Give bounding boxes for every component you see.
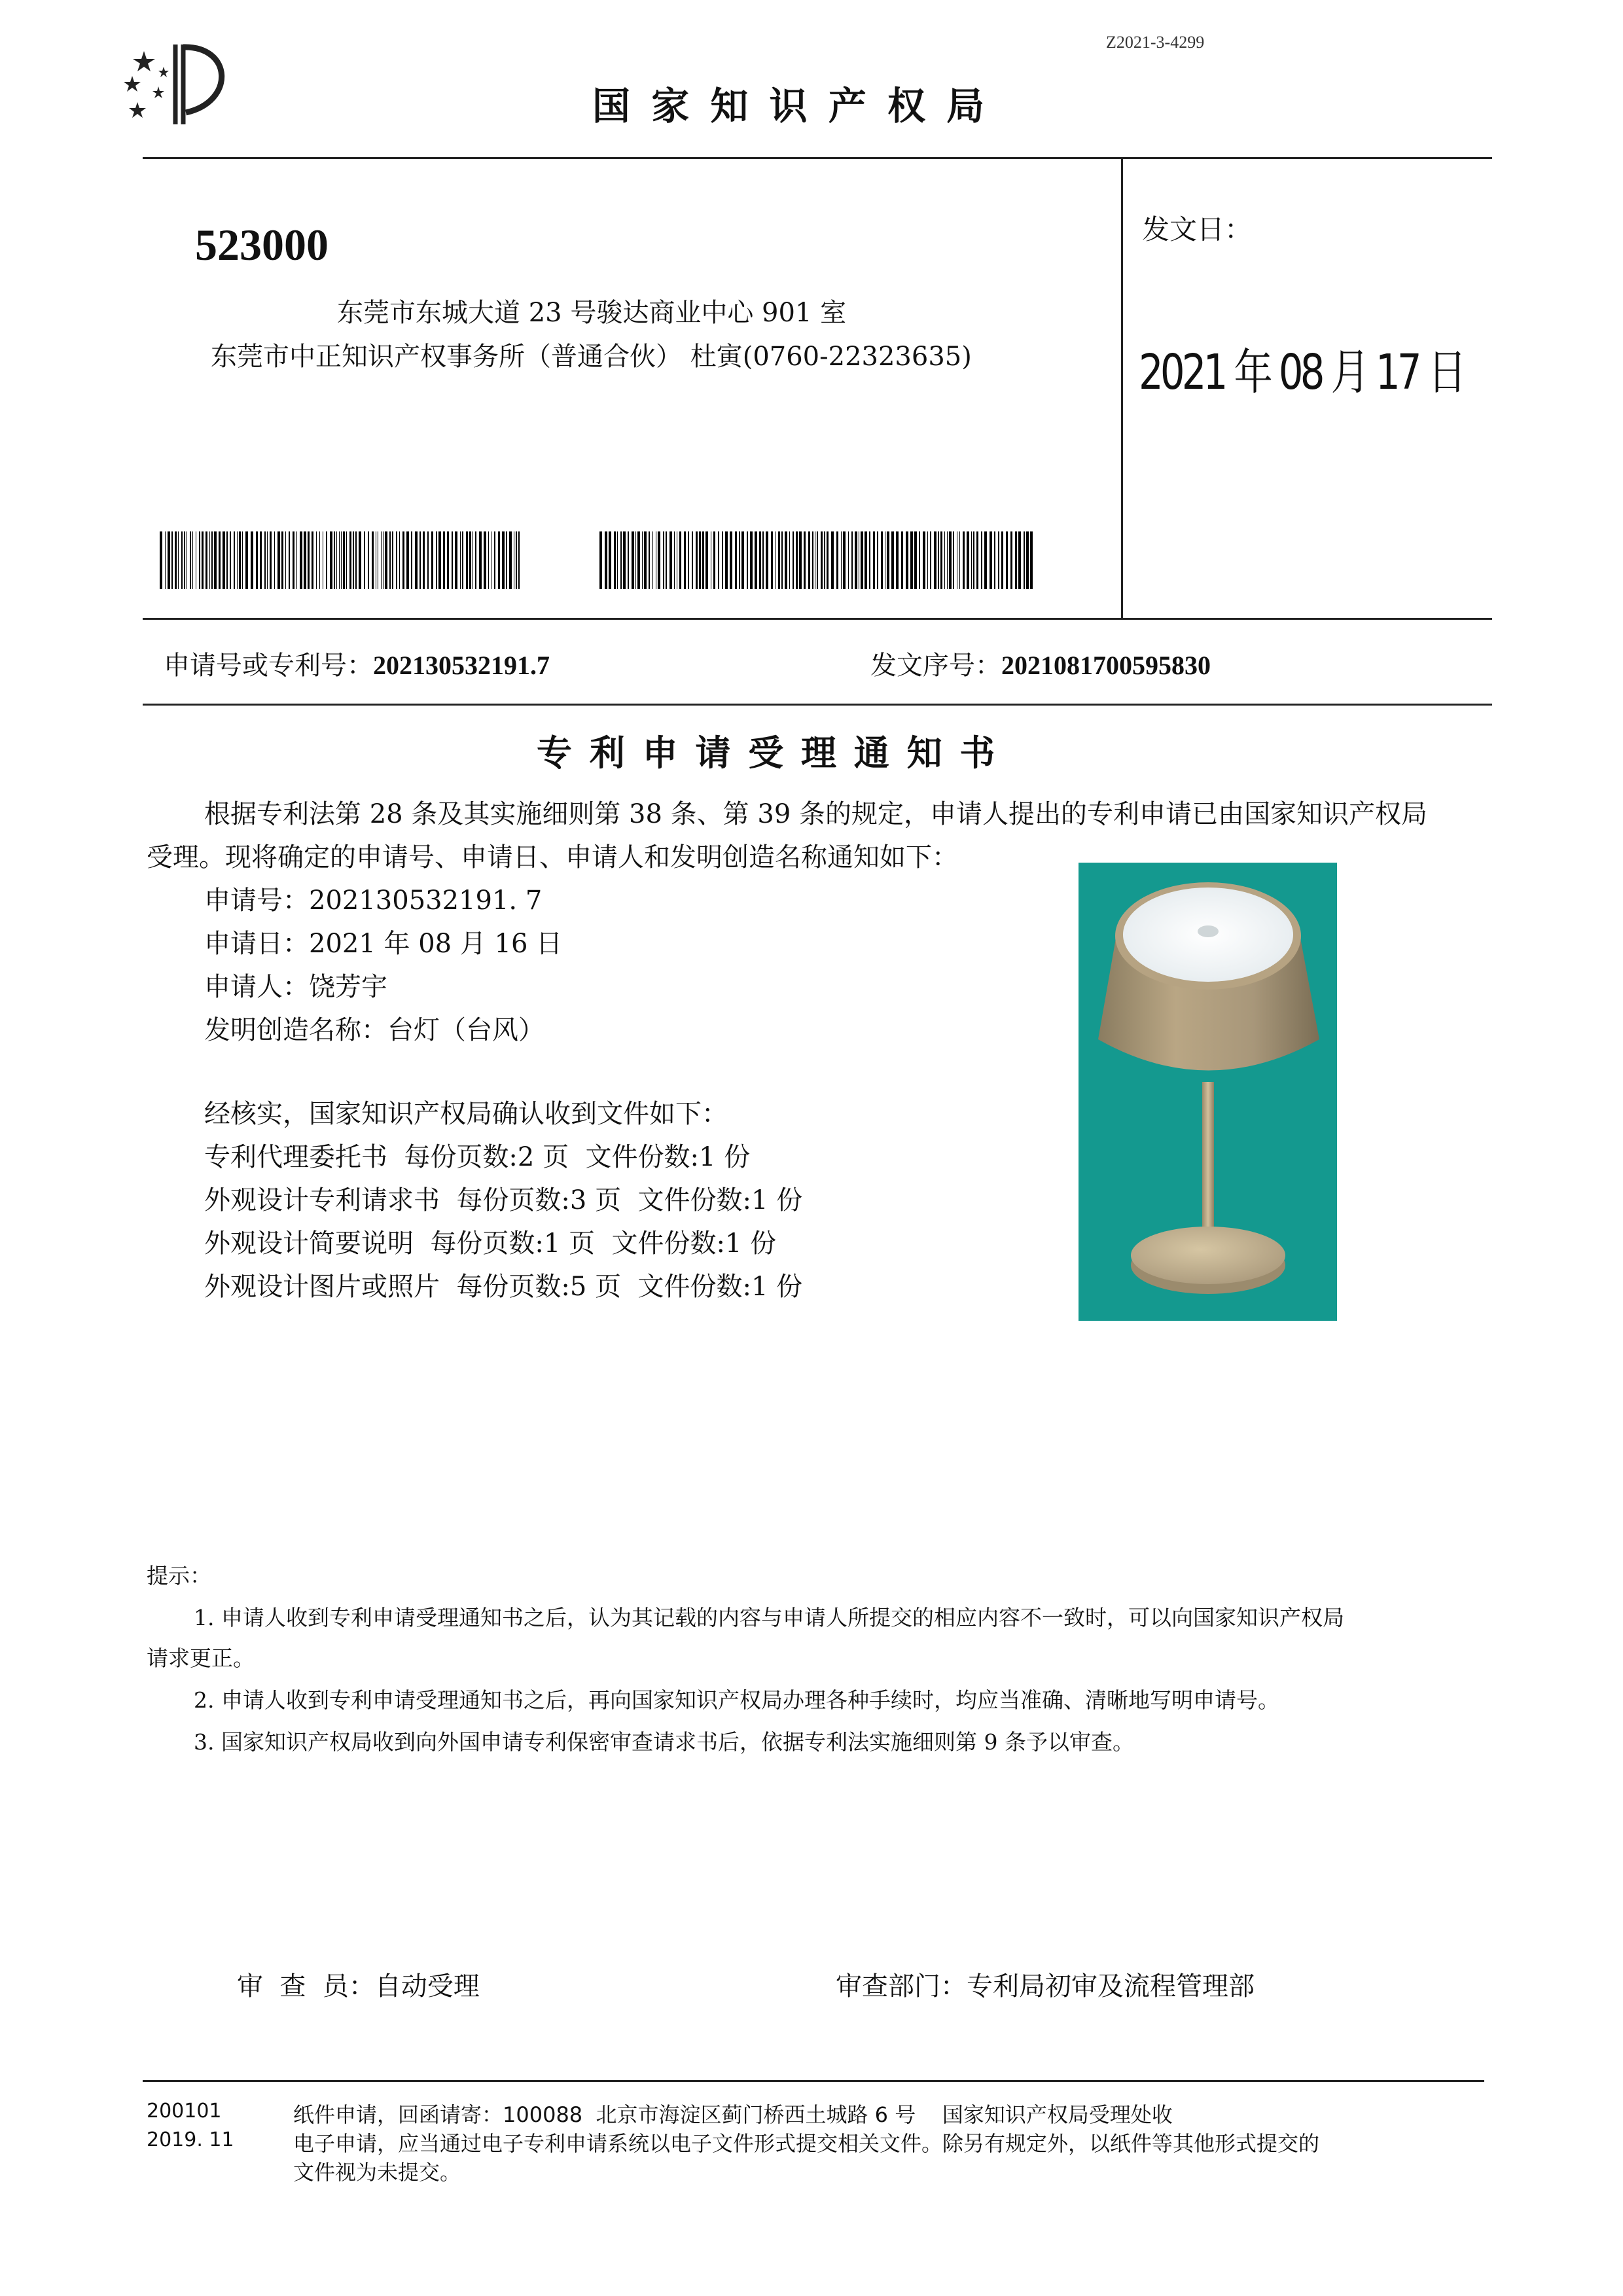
barcode-bar xyxy=(679,531,681,589)
barcode-left xyxy=(160,531,523,589)
postcode: 523000 xyxy=(195,220,329,270)
barcode-bar xyxy=(285,531,286,589)
barcode-bar xyxy=(644,531,647,589)
barcode-bar xyxy=(494,531,495,589)
file-item: 外观设计专利请求书 每份页数:3 页 文件份数:1 份 xyxy=(204,1185,803,1215)
barcode-bar xyxy=(821,531,823,589)
barcode-bar xyxy=(669,531,672,589)
barcode-bar xyxy=(741,531,744,589)
barcode-bar xyxy=(462,531,463,589)
barcode-bar xyxy=(190,531,191,589)
barcode-bar xyxy=(927,531,928,589)
barcode-bar xyxy=(609,531,611,589)
barcode-bar xyxy=(1001,531,1003,589)
numbers-rule xyxy=(143,704,1492,706)
barcode-bar xyxy=(994,531,995,589)
barcode-bar xyxy=(277,531,280,589)
address-rule xyxy=(143,618,1492,620)
barcode-bar xyxy=(355,531,357,589)
barcode-bar xyxy=(364,531,365,589)
barcode-bar xyxy=(300,531,302,589)
barcode-bar xyxy=(484,531,486,589)
barcode-bar xyxy=(910,531,913,589)
barcode-bar xyxy=(178,531,179,589)
barcode-right xyxy=(599,531,1035,589)
barcode-bar xyxy=(423,531,425,589)
barcode-bar xyxy=(599,531,602,589)
footer-line-3: 文件视为未提交。 xyxy=(293,2160,461,2185)
application-date-line: 申请日：2021 年 08 月 16 日 xyxy=(204,929,563,959)
barcode-bar xyxy=(781,531,783,589)
barcode-bar xyxy=(1018,531,1021,589)
barcode-bar xyxy=(861,531,863,589)
barcode-bar xyxy=(705,531,708,589)
application-number: 202130532191.7 xyxy=(373,651,550,680)
barcode-bar xyxy=(848,531,849,589)
barcode-bar xyxy=(771,531,773,589)
barcode-bar xyxy=(165,531,166,589)
barcode-bar xyxy=(399,531,400,589)
barcode-bar xyxy=(242,531,243,589)
design-title-line: 发明创造名称：台灯（台风） xyxy=(204,1015,544,1045)
cnipa-logo xyxy=(118,39,242,131)
barcode-bar xyxy=(452,531,453,589)
confirmation-line: 经核实，国家知识产权局确认收到文件如下： xyxy=(204,1099,728,1129)
barcode-bar xyxy=(319,531,320,589)
barcode-bar xyxy=(214,531,217,589)
barcode-bar xyxy=(160,531,162,589)
barcode-bar xyxy=(747,531,748,589)
barcode-bar xyxy=(419,531,421,589)
barcode-bar xyxy=(168,531,170,589)
barcode-bar xyxy=(341,531,342,589)
tip-3: 3. 国家知识产权局收到向外国申请专利保密审查请求书后，依据专利法实施细则第 9 条予以审查。 xyxy=(194,1729,1134,1755)
barcode-bar xyxy=(702,531,704,589)
barcode-bar xyxy=(516,531,517,589)
barcode-bar xyxy=(199,531,200,589)
file-item: 专利代理委托书 每份页数:2 页 文件份数:1 份 xyxy=(204,1142,751,1172)
barcode-bar xyxy=(1006,531,1008,589)
barcode-bar xyxy=(628,531,629,589)
barcode-bar xyxy=(881,531,883,589)
form-code: 200101 xyxy=(147,2100,222,2123)
barcode-bar xyxy=(1010,531,1012,589)
barcode-bar xyxy=(226,531,228,589)
barcode-bar xyxy=(339,531,340,589)
document-code: Z2021-3-4299 xyxy=(1106,33,1205,52)
barcode-bar xyxy=(739,531,740,589)
barcode-bar xyxy=(518,531,520,589)
barcode-bar xyxy=(181,531,183,589)
footer-rule xyxy=(143,2080,1484,2082)
barcode-bar xyxy=(990,531,992,589)
barcode-bar xyxy=(730,531,732,589)
application-number-row xyxy=(164,645,550,682)
barcode-bar xyxy=(438,531,441,589)
barcode-bar xyxy=(766,531,768,589)
barcode-bar xyxy=(953,531,954,589)
barcode-bar xyxy=(239,531,241,589)
barcode-bar xyxy=(998,531,999,589)
form-version: 2019. 11 xyxy=(147,2128,234,2151)
barcode-bar xyxy=(349,531,351,589)
barcode-bar xyxy=(455,531,457,589)
barcode-bar xyxy=(447,531,449,589)
tips-heading: 提示： xyxy=(147,1563,211,1588)
barcode-bar xyxy=(466,531,468,589)
barcode-bar xyxy=(658,531,660,589)
barcode-bar xyxy=(896,531,899,589)
barcode-bar xyxy=(1015,531,1017,589)
barcode-bar xyxy=(381,531,382,589)
barcode-bar xyxy=(1024,531,1025,589)
barcode-bar xyxy=(919,531,920,589)
barcode-bar xyxy=(817,531,819,589)
barcode-bar xyxy=(281,531,283,589)
barcode-bar xyxy=(914,531,917,589)
barcode-bar xyxy=(406,531,409,589)
barcode-bar xyxy=(789,531,790,589)
barcode-bar xyxy=(750,531,753,589)
barcode-bar xyxy=(984,531,987,589)
barcode-bar xyxy=(469,531,471,589)
barcode-bar xyxy=(402,531,404,589)
barcode-bar xyxy=(674,531,675,589)
barcode-bar xyxy=(396,531,397,589)
barcode-bar xyxy=(219,531,221,589)
barcode-bar xyxy=(308,531,310,589)
barcode-bar xyxy=(713,531,715,589)
barcode-bar xyxy=(831,531,834,589)
barcode-bar xyxy=(427,531,429,589)
barcode-bar xyxy=(385,531,387,589)
barcode-bar xyxy=(692,531,693,589)
barcode-bar xyxy=(827,531,829,589)
footer-line-1: 纸件申请，回函请寄：100088 北京市海淀区蓟门桥西土城路 6 号 国家知识产权局受理处收 xyxy=(293,2102,1173,2127)
barcode-bar xyxy=(877,531,878,589)
barcode-bar xyxy=(443,531,445,589)
barcode-bar xyxy=(718,531,719,589)
barcode-bar xyxy=(415,531,418,589)
intro-line-2: 受理。现将确定的申请号、申请日、申请人和发明创造名称通知如下： xyxy=(147,842,958,872)
application-number-label: 申请号或专利号： xyxy=(164,651,373,681)
barcode-bar xyxy=(237,531,238,589)
barcode-bar xyxy=(479,531,482,589)
date-column-divider xyxy=(1121,157,1123,619)
barcode-bar xyxy=(605,531,607,589)
barcode-bar xyxy=(934,531,936,589)
barcode-bar xyxy=(353,531,354,589)
barcode-bar xyxy=(270,531,272,589)
barcode-bar xyxy=(1026,531,1029,589)
barcode-bar xyxy=(506,531,507,589)
barcode-bar xyxy=(502,531,505,589)
examination-department: 审查部门：专利局初审及流程管理部 xyxy=(836,1971,1255,2001)
serial-number-row xyxy=(870,645,1211,682)
office-name: 国 家 知 识 产 权 局 xyxy=(592,84,989,128)
barcode-bar xyxy=(230,531,231,589)
agency-line: 东莞市中正知识产权事务所（普通合伙） 杜寅(0760-22323635) xyxy=(211,342,972,372)
barcode-bar xyxy=(346,531,347,589)
barcode-bar xyxy=(635,531,636,589)
barcode-bar xyxy=(699,531,701,589)
serial-number-label: 发文序号： xyxy=(870,651,1001,681)
barcode-bar xyxy=(775,531,776,589)
intro-line-1: 根据专利法第 28 条及其实施细则第 38 条、第 39 条的规定，申请人提出的专利申请已由国家知识产权局 xyxy=(204,799,1427,829)
barcode-bar xyxy=(411,531,412,589)
barcode-bar xyxy=(649,531,650,589)
barcode-bar xyxy=(762,531,764,589)
barcode-bar xyxy=(175,531,177,589)
barcode-bar xyxy=(652,531,653,589)
barcode-bar xyxy=(475,531,476,589)
barcode-bar xyxy=(343,531,345,589)
barcode-bar xyxy=(316,531,317,589)
serial-number: 2021081700595830 xyxy=(1001,651,1211,680)
barcode-bar xyxy=(722,531,723,589)
applicant-line: 申请人：饶芳宇 xyxy=(204,972,387,1002)
barcode-bar xyxy=(498,531,500,589)
barcode-bar xyxy=(666,531,667,589)
barcode-bar xyxy=(688,531,689,589)
barcode-bar xyxy=(684,531,686,589)
barcode-bar xyxy=(623,531,626,589)
barcode-bar xyxy=(267,531,268,589)
barcode-bar xyxy=(184,531,185,589)
barcode-bar xyxy=(976,531,978,589)
barcode-bar xyxy=(778,531,780,589)
barcode-bar xyxy=(944,531,945,589)
barcode-bar xyxy=(202,531,204,589)
file-item: 外观设计图片或照片 每份页数:5 页 文件份数:1 份 xyxy=(204,1272,803,1302)
barcode-bar xyxy=(663,531,664,589)
design-photo xyxy=(1079,863,1337,1321)
barcode-bar xyxy=(949,531,952,589)
barcode-bar xyxy=(796,531,798,589)
tip-2: 2. 申请人收到专利申请受理通知书之后，再向国家知识产权局办理各种手续时，均应当准确、清晰地写明申请号。 xyxy=(194,1687,1279,1713)
barcode-bar xyxy=(873,531,875,589)
barcode-bar xyxy=(812,531,813,589)
barcode-bar xyxy=(637,531,640,589)
barcode-bar xyxy=(234,531,235,589)
table-lamp-image xyxy=(1079,863,1337,1321)
notice-title: 专 利 申 请 受 理 通 知 书 xyxy=(537,732,998,774)
barcode-bar xyxy=(940,531,942,589)
barcode-bar xyxy=(334,531,335,589)
barcode-bar xyxy=(804,531,806,589)
barcode-bar xyxy=(785,531,787,589)
barcode-bar xyxy=(869,531,870,589)
barcode-bar xyxy=(963,531,965,589)
issue-date-label: 发文日： xyxy=(1142,213,1253,245)
barcode-bar xyxy=(336,531,337,589)
footer-line-2: 电子申请，应当通过电子专利申请系统以电子文件形式提交相关文件。除另有规定外，以纸件等其他形式提交的 xyxy=(293,2131,1320,2156)
barcode-bar xyxy=(359,531,361,589)
barcode-bar xyxy=(906,531,908,589)
barcode-bar xyxy=(264,531,266,589)
barcode-bar xyxy=(973,531,974,589)
barcode-bar xyxy=(632,531,634,589)
barcode-bar xyxy=(431,531,433,589)
barcode-bar xyxy=(891,531,894,589)
barcode-bar xyxy=(256,531,258,589)
barcode-bar xyxy=(981,531,982,589)
barcode-bar xyxy=(389,531,391,589)
barcode-bar xyxy=(843,531,846,589)
barcode-bar xyxy=(887,531,889,589)
barcode-bar xyxy=(296,531,297,589)
barcode-bar xyxy=(293,531,294,589)
barcode-bar xyxy=(223,531,225,589)
barcode-bar xyxy=(735,531,737,589)
barcode-bar xyxy=(865,531,867,589)
examiner: 审 查 员：自动受理 xyxy=(237,1971,480,2001)
header-rule xyxy=(143,157,1492,159)
barcode-bar xyxy=(312,531,313,589)
barcode-bar xyxy=(725,531,728,589)
barcode-bar xyxy=(947,531,948,589)
application-number-line: 申请号：202130532191. 7 xyxy=(204,886,543,916)
barcode-bar xyxy=(959,531,960,589)
barcode-bar xyxy=(368,531,369,589)
barcode-bar xyxy=(755,531,757,589)
barcode-bar xyxy=(930,531,931,589)
barcode-bar xyxy=(799,531,802,589)
barcode-bar xyxy=(245,531,248,589)
barcode-bar xyxy=(620,531,622,589)
address-line: 东莞市东城大道 23 号骏达商业中心 901 室 xyxy=(337,298,847,328)
barcode-bar xyxy=(617,531,618,589)
barcode-bar xyxy=(211,531,213,589)
issue-date: 2021 年 08 月 17 日 xyxy=(1139,344,1464,401)
tip-1-line-1: 1. 申请人收到专利申请受理通知书之后，认为其记载的内容与申请人所提交的相应内容不一致时，可以向国家知识产权局 xyxy=(194,1605,1344,1630)
barcode-bar xyxy=(209,531,210,589)
barcode-bar xyxy=(1030,531,1033,589)
file-item: 外观设计简要说明 每份页数:1 页 文件份数:1 份 xyxy=(204,1229,777,1259)
barcode-bar xyxy=(304,531,306,589)
barcode-bar xyxy=(855,531,857,589)
barcode-bar xyxy=(326,531,327,589)
barcode-bar xyxy=(614,531,616,589)
barcode-bar xyxy=(392,531,393,589)
barcode-bar xyxy=(260,531,262,589)
barcode-bar xyxy=(851,531,853,589)
barcode-bar xyxy=(793,531,794,589)
tip-1-line-2: 请求更正。 xyxy=(147,1645,255,1671)
barcode-bar xyxy=(841,531,842,589)
star-emblem-icon xyxy=(118,39,242,131)
barcode-bar xyxy=(274,531,275,589)
barcode-bar xyxy=(192,531,193,589)
barcode-bar xyxy=(938,531,939,589)
barcode-bar xyxy=(205,531,207,589)
barcode-bar xyxy=(696,531,698,589)
barcode-bar xyxy=(436,531,437,589)
barcode-bar xyxy=(642,531,643,589)
barcode-bar xyxy=(289,531,290,589)
barcode-bar xyxy=(923,531,925,589)
barcode-bar xyxy=(251,531,253,589)
barcode-bar xyxy=(509,531,512,589)
barcode-bar xyxy=(759,531,761,589)
barcode-bar xyxy=(171,531,173,589)
barcode-bar xyxy=(460,531,461,589)
barcode-bar xyxy=(808,531,810,589)
barcode-bar xyxy=(824,531,825,589)
barcode-bar xyxy=(971,531,972,589)
barcode-bar xyxy=(967,531,969,589)
barcode-bar xyxy=(330,531,332,589)
barcode-bar xyxy=(372,531,374,589)
barcode-bar xyxy=(836,531,838,589)
barcode-bar xyxy=(488,531,489,589)
barcode-bar xyxy=(901,531,903,589)
